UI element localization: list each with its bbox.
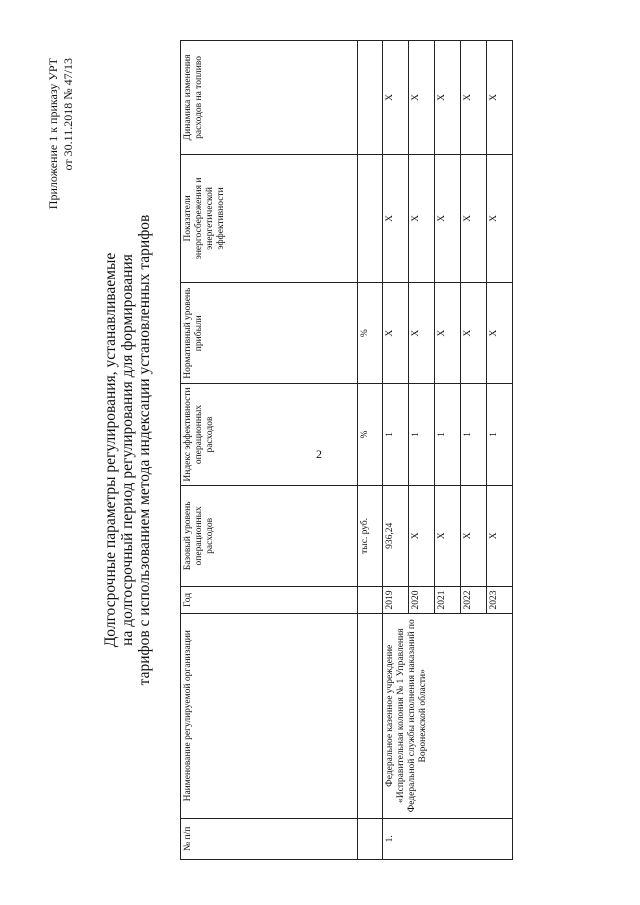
profit-cell: Х (409, 283, 435, 384)
header-fuel: Динамика изменения расходов на топливо (181, 41, 358, 155)
fuel-cell: Х (487, 41, 513, 155)
document-title (102, 20, 153, 880)
units-empty (358, 587, 383, 614)
row-number: 1. (383, 818, 513, 859)
unit-profit: % (358, 283, 383, 384)
fuel-cell: Х (435, 41, 461, 155)
fuel-cell: Х (409, 41, 435, 155)
year-cell: 2021 (435, 587, 461, 614)
profit-cell: Х (487, 283, 513, 384)
profit-cell: Х (435, 283, 461, 384)
header-profit: Нормативный уровень прибыли (181, 283, 358, 384)
profit-cell: Х (383, 283, 409, 384)
base-cell: Х (409, 485, 435, 586)
base-cell: Х (435, 485, 461, 586)
appendix-note (46, 58, 76, 209)
appendix-line-1: Приложение 1 к приказу УРТ (46, 58, 60, 210)
unit-base: тыс. руб. (358, 485, 383, 586)
table-header-row (181, 41, 358, 860)
units-row (358, 41, 383, 860)
index-cell: 1 (461, 384, 487, 485)
title-line-2: на долгосрочный период регулирования для формирования (119, 254, 136, 646)
title-line-1: Долгосрочные параметры регулирования, устанавливаемые (102, 252, 119, 648)
units-empty (358, 818, 383, 859)
parameters-table (180, 40, 513, 860)
index-cell: 1 (409, 384, 435, 485)
base-cell: 936,24 (383, 485, 409, 586)
page-number: 2 (316, 447, 322, 461)
energy-cell: Х (383, 154, 409, 282)
units-empty (358, 613, 383, 818)
index-cell: 1 (487, 384, 513, 485)
year-cell: 2019 (383, 587, 409, 614)
energy-cell: Х (435, 154, 461, 282)
header-energy: Показатели энергосбережения и энергетической эффективности (181, 154, 358, 282)
base-cell: Х (487, 485, 513, 586)
header-base: Базовый уровень операционных расходов (181, 485, 358, 586)
year-cell: 2022 (461, 587, 487, 614)
rotated-page-content (40, 20, 600, 880)
index-cell: 1 (435, 384, 461, 485)
appendix-line-2: от 30.11.2018 № 47/13 (61, 58, 75, 171)
header-year: Год (181, 587, 358, 614)
organization-name: Федеральное казенное учреждение «Исправительная колония № 1 Управления Федеральной службы исполнения наказаний по Воронежской области» (383, 613, 513, 818)
energy-cell: Х (409, 154, 435, 282)
title-line-3: тарифов с использованием метода индексации установленных тарифов (136, 214, 153, 686)
year-cell: 2020 (409, 587, 435, 614)
base-cell: Х (461, 485, 487, 586)
header-index: Индекс эффективности операционных расходов (181, 384, 358, 485)
energy-cell: Х (487, 154, 513, 282)
unit-index: % (358, 384, 383, 485)
fuel-cell: Х (383, 41, 409, 155)
header-org: Наименование регулируемой организации (181, 613, 358, 818)
fuel-cell: Х (461, 41, 487, 155)
header-num: № п/п (181, 818, 358, 859)
units-empty (358, 41, 383, 155)
year-cell: 2023 (487, 587, 513, 614)
profit-cell: Х (461, 283, 487, 384)
energy-cell: Х (461, 154, 487, 282)
units-empty (358, 154, 383, 282)
table-row (383, 41, 409, 860)
index-cell: 1 (383, 384, 409, 485)
